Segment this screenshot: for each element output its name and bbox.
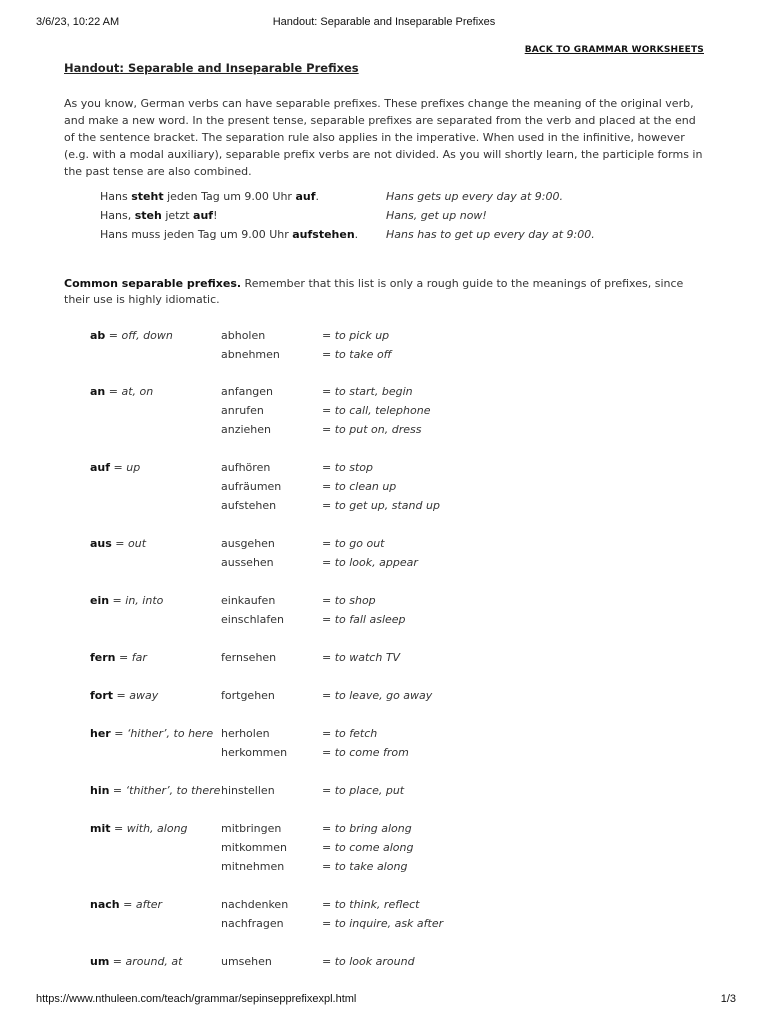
print-datetime: 3/6/23, 10:22 AM (36, 16, 120, 28)
verb-herkommen: herkommen (221, 746, 288, 759)
meaning-ausgehen: = to go out (322, 537, 385, 550)
meaning-mitkommen: = to come along (322, 841, 414, 854)
meaning-hinstellen: = to place, put (322, 784, 405, 797)
prefix-nach: nach = after (90, 898, 163, 911)
meaning-umsehen: = to look around (322, 955, 415, 968)
prefix-ein: ein = in, into (90, 594, 164, 607)
verb-mitkommen: mitkommen (221, 841, 287, 854)
meaning-aufhören: = to stop (322, 461, 374, 474)
example-german: Hans, steh jetzt auf! (100, 209, 218, 222)
example-english: Hans gets up every day at 9:00. (386, 190, 564, 203)
verb-mitnehmen: mitnehmen (221, 860, 285, 873)
prefix-aus: aus = out (90, 537, 147, 550)
intro-paragraph: As you know, German verbs can have separable prefixes. These prefixes change the meaning of the original verb, and make a new word. In the present tense, separable prefixes are separated from the verb and placed at the end of the sentence bracket. The separation rule also applies in the imperative. When used in the infinitive, however (e.g. with a modal auxiliary), separable prefix verbs are not divided. As you will shortly learn, the participle forms in the past tense are also combined. (64, 97, 703, 178)
common-prefixes-heading: Common separable prefixes. (64, 277, 242, 290)
prefix-um: um = around, at (90, 955, 183, 968)
verb-hinstellen: hinstellen (221, 784, 275, 797)
print-url: https://www.nthuleen.com/teach/grammar/sepinsepprefixexpl.html (36, 993, 357, 1005)
meaning-herkommen: = to come from (322, 746, 409, 759)
meaning-fortgehen: = to leave, go away (322, 689, 433, 702)
verb-aufhören: aufhören (221, 461, 271, 474)
verb-anrufen: anrufen (221, 404, 264, 417)
meaning-aufstehen: = to get up, stand up (322, 499, 440, 512)
meaning-abnehmen: = to take off (322, 348, 392, 361)
meaning-aussehen: = to look, appear (322, 556, 418, 569)
verb-abnehmen: abnehmen (221, 348, 280, 361)
prefix-her: her = ‘hither’, to here (90, 727, 214, 740)
meaning-mitbringen: = to bring along (322, 822, 412, 835)
verb-fernsehen: fernsehen (221, 651, 277, 664)
verb-aufstehen: aufstehen (221, 499, 277, 512)
meaning-nachdenken: = to think, reflect (322, 898, 420, 911)
verb-anziehen: anziehen (221, 423, 272, 436)
meaning-herholen: = to fetch (322, 727, 378, 740)
common-prefixes-text: Remember that this list is only a rough guide to the meanings of prefixes, since their use is highly idiomatic. (64, 277, 684, 306)
example-english: Hans, get up now! (386, 209, 487, 222)
example-row (100, 190, 564, 203)
meaning-abholen: = to pick up (322, 329, 390, 342)
prefix-ab: ab = off, down (90, 329, 173, 342)
verb-fortgehen: fortgehen (221, 689, 275, 702)
verb-nachdenken: nachdenken (221, 898, 289, 911)
verb-ausgehen: ausgehen (221, 537, 275, 550)
meaning-einkaufen: = to shop (322, 594, 376, 607)
prefix-fern: fern = far (90, 651, 147, 664)
verb-aussehen: aussehen (221, 556, 274, 569)
common-prefixes-paragraph (64, 276, 704, 308)
meaning-aufräumen: = to clean up (322, 480, 397, 493)
verb-mitbringen: mitbringen (221, 822, 282, 835)
verb-aufräumen: aufräumen (221, 480, 282, 493)
prefix-auf: auf = up (90, 461, 141, 474)
print-page-title: Handout: Separable and Inseparable Prefixes (272, 16, 496, 28)
verb-herholen: herholen (221, 727, 270, 740)
example-row (100, 228, 595, 241)
meaning-nachfragen: = to inquire, ask after (322, 917, 444, 930)
example-row (100, 209, 487, 222)
prefix-an: an = at, on (90, 385, 154, 398)
meaning-anfangen: = to start, begin (322, 385, 413, 398)
example-german: Hans muss jeden Tag um 9.00 Uhr aufstehen. (100, 228, 359, 241)
meaning-anrufen: = to call, telephone (322, 404, 431, 417)
verb-abholen: abholen (221, 329, 266, 342)
verb-nachfragen: nachfragen (221, 917, 284, 930)
back-to-worksheets-link[interactable]: BACK TO GRAMMAR WORKSHEETS (524, 45, 704, 55)
meaning-mitnehmen: = to take along (322, 860, 408, 873)
example-german: Hans steht jeden Tag um 9.00 Uhr auf. (100, 190, 319, 203)
page-title: Handout: Separable and Inseparable Prefixes (64, 61, 359, 75)
verb-einkaufen: einkaufen (221, 594, 276, 607)
prefix-fort: fort = away (90, 689, 159, 702)
verb-einschlafen: einschlafen (221, 613, 284, 626)
verb-umsehen: umsehen (221, 955, 272, 968)
verb-anfangen: anfangen (221, 385, 274, 398)
prefix-mit: mit = with, along (90, 822, 188, 835)
meaning-fernsehen: = to watch TV (322, 651, 401, 664)
prefix-hin: hin = ‘thither’, to there (90, 784, 221, 797)
example-english: Hans has to get up every day at 9:00. (386, 228, 595, 241)
meaning-anziehen: = to put on, dress (322, 423, 422, 436)
print-page-number: 1/3 (720, 993, 736, 1005)
meaning-einschlafen: = to fall asleep (322, 613, 406, 626)
